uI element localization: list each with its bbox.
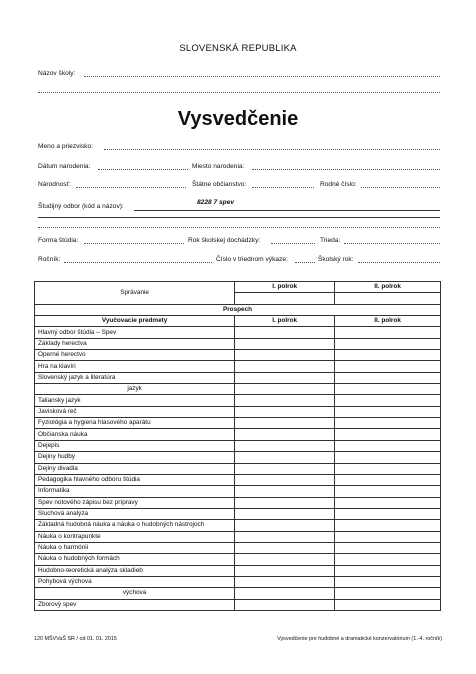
subjects-header: Vyučovacie predmety bbox=[35, 316, 235, 327]
grades-table bbox=[34, 281, 441, 611]
subject-sem1-grade[interactable] bbox=[235, 474, 335, 485]
subject-sem2-grade[interactable] bbox=[335, 384, 441, 395]
school-name-line[interactable] bbox=[84, 76, 440, 77]
subject-row bbox=[35, 531, 441, 542]
behavior-sem2-header: II. polrok bbox=[335, 282, 441, 293]
subject-row bbox=[35, 599, 441, 610]
subject-sem1-grade[interactable] bbox=[235, 440, 335, 451]
subject-row bbox=[35, 452, 441, 463]
subject-row bbox=[35, 474, 441, 485]
sem2-header: II. polrok bbox=[335, 316, 441, 327]
subject-sem2-grade[interactable] bbox=[335, 406, 441, 417]
subject-sem1-grade[interactable] bbox=[235, 429, 335, 440]
subject-name: Spev notového zápisu bez prípravy bbox=[35, 497, 235, 508]
subject-name: Hudobno-teoretická analýza skladieb bbox=[35, 565, 235, 576]
subject-name: Hlavný odbor štúdia – Spev bbox=[35, 327, 235, 338]
subject-row bbox=[35, 440, 441, 451]
school-name-line-2[interactable] bbox=[38, 92, 440, 93]
subject-sem1-grade[interactable] bbox=[235, 406, 335, 417]
subject-row bbox=[35, 588, 441, 599]
subject-sem1-grade[interactable] bbox=[235, 588, 335, 599]
school-year-line[interactable] bbox=[358, 262, 440, 263]
subject-sem1-grade[interactable] bbox=[235, 520, 335, 531]
subject-sem1-grade[interactable] bbox=[235, 372, 335, 383]
birth-number-label: Rodné číslo: bbox=[320, 181, 357, 188]
subject-sem2-grade[interactable] bbox=[335, 395, 441, 406]
subject-row bbox=[35, 327, 441, 338]
subject-row bbox=[35, 384, 441, 395]
subject-sem1-grade[interactable] bbox=[235, 576, 335, 587]
behavior-sem1-grade[interactable] bbox=[235, 293, 335, 304]
subject-row bbox=[35, 406, 441, 417]
attendance-year-line[interactable] bbox=[271, 243, 315, 244]
subject-row bbox=[35, 554, 441, 565]
subject-sem2-grade[interactable] bbox=[335, 565, 441, 576]
subject-sem2-grade[interactable] bbox=[335, 327, 441, 338]
subject-row bbox=[35, 486, 441, 497]
subject-sem2-grade[interactable] bbox=[335, 554, 441, 565]
subject-sem2-grade[interactable] bbox=[335, 497, 441, 508]
nationality-label: Národnosť: bbox=[38, 181, 71, 188]
subject-row bbox=[35, 338, 441, 349]
subject-row bbox=[35, 520, 441, 531]
footer-left: 120 MŠVVaŠ SR / od 01. 01. 2015 bbox=[34, 636, 117, 642]
subject-row bbox=[35, 565, 441, 576]
subject-name: Hra na klavíri bbox=[35, 361, 235, 372]
citizenship-line[interactable] bbox=[252, 187, 314, 188]
subject-sem2-grade[interactable] bbox=[335, 531, 441, 542]
name-line[interactable] bbox=[104, 149, 440, 150]
class-label: Trieda: bbox=[320, 237, 341, 244]
subject-name: jazyk bbox=[35, 384, 235, 395]
birth-date-label: Dátum narodenia: bbox=[38, 163, 91, 170]
subject-name: Informatika bbox=[35, 486, 235, 497]
behavior-row bbox=[35, 282, 441, 293]
grade-year-line[interactable] bbox=[64, 262, 212, 263]
subject-name: Zborový spev bbox=[35, 599, 235, 610]
register-number-line[interactable] bbox=[295, 262, 315, 263]
behavior-label: Správanie bbox=[35, 282, 235, 305]
study-field-line[interactable] bbox=[134, 210, 440, 211]
study-field-value: 8228 7 spev bbox=[197, 199, 235, 206]
subject-sem2-grade[interactable] bbox=[335, 372, 441, 383]
subject-row bbox=[35, 463, 441, 474]
subject-sem1-grade[interactable] bbox=[235, 395, 335, 406]
subject-sem1-grade[interactable] bbox=[235, 463, 335, 474]
subject-name: Základná hudobná náuka a náuka o hudobných nástrojoch bbox=[35, 520, 235, 531]
school-name-label: Názov školy: bbox=[38, 70, 76, 77]
subject-row bbox=[35, 497, 441, 508]
study-field-line-2[interactable] bbox=[38, 217, 440, 218]
birth-date-line[interactable] bbox=[98, 169, 188, 170]
birth-place-label: Miesto narodenia: bbox=[192, 163, 245, 170]
subject-sem2-grade[interactable] bbox=[335, 350, 441, 361]
subject-sem2-grade[interactable] bbox=[335, 474, 441, 485]
subject-name: Taliansky jazyk bbox=[35, 395, 235, 406]
name-label: Meno a priezvisko: bbox=[38, 143, 93, 150]
subject-row bbox=[35, 508, 441, 519]
subject-sem2-grade[interactable] bbox=[335, 338, 441, 349]
prospech-row bbox=[35, 304, 441, 315]
class-line[interactable] bbox=[344, 243, 440, 244]
subject-sem1-grade[interactable] bbox=[235, 599, 335, 610]
subject-row bbox=[35, 576, 441, 587]
subject-name: výchova bbox=[35, 588, 235, 599]
birth-number-line[interactable] bbox=[361, 187, 440, 188]
subject-sem2-grade[interactable] bbox=[335, 418, 441, 429]
subject-name: Fyziológia a hygiena hlasového aparátu bbox=[35, 418, 235, 429]
subject-sem1-grade[interactable] bbox=[235, 565, 335, 576]
subject-sem2-grade[interactable] bbox=[335, 599, 441, 610]
country-heading: SLOVENSKÁ REPUBLIKA bbox=[179, 43, 297, 54]
subject-name: Sluchová analýza bbox=[35, 508, 235, 519]
subject-name: Základy herectva bbox=[35, 338, 235, 349]
subject-sem1-grade[interactable] bbox=[235, 452, 335, 463]
subject-name: Javisková reč bbox=[35, 406, 235, 417]
prospech-header: Prospech bbox=[35, 304, 441, 315]
subject-sem2-grade[interactable] bbox=[335, 486, 441, 497]
subject-sem2-grade[interactable] bbox=[335, 520, 441, 531]
grade-year-label: Ročník: bbox=[38, 256, 61, 263]
subject-sem1-grade[interactable] bbox=[235, 486, 335, 497]
footer-right: Vysvedčenie pre hudobné a dramatické konzervatórium (1.-4. ročník) bbox=[277, 636, 442, 642]
register-number-label: Číslo v triednom výkaze: bbox=[216, 256, 288, 263]
subject-sem2-grade[interactable] bbox=[335, 463, 441, 474]
subject-name: Operné herectvo bbox=[35, 350, 235, 361]
subject-sem2-grade[interactable] bbox=[335, 452, 441, 463]
study-field-line-3[interactable] bbox=[38, 227, 440, 228]
subject-sem1-grade[interactable] bbox=[235, 418, 335, 429]
subject-sem2-grade[interactable] bbox=[335, 576, 441, 587]
subject-name: Náuka o harmónii bbox=[35, 542, 235, 553]
subject-name: Pohybová výchova bbox=[35, 576, 235, 587]
subject-sem2-grade[interactable] bbox=[335, 542, 441, 553]
subject-row bbox=[35, 395, 441, 406]
nationality-line[interactable] bbox=[76, 187, 186, 188]
subject-row bbox=[35, 361, 441, 372]
subject-name: Občianska náuka bbox=[35, 429, 235, 440]
behavior-sem2-grade[interactable] bbox=[335, 293, 441, 304]
subject-name: Náuka o kontrapunkte bbox=[35, 531, 235, 542]
subject-sem1-grade[interactable] bbox=[235, 361, 335, 372]
subject-sem1-grade[interactable] bbox=[235, 531, 335, 542]
subject-name: Dejiny hudby bbox=[35, 452, 235, 463]
school-year-label: Školský rok: bbox=[318, 256, 354, 263]
subject-sem1-grade[interactable] bbox=[235, 542, 335, 553]
study-form-label: Forma štúdia: bbox=[38, 237, 79, 244]
subject-name: Dejepis bbox=[35, 440, 235, 451]
subject-sem1-grade[interactable] bbox=[235, 338, 335, 349]
subject-name: Dejiny divadla bbox=[35, 463, 235, 474]
sem1-header: I. polrok bbox=[235, 316, 335, 327]
subject-name: Slovenský jazyk a literatúra bbox=[35, 372, 235, 383]
subject-row bbox=[35, 418, 441, 429]
subject-sem2-grade[interactable] bbox=[335, 429, 441, 440]
subject-row bbox=[35, 350, 441, 361]
behavior-sem1-header: I. polrok bbox=[235, 282, 335, 293]
subject-name: Pedagogika hlavného odboru štúdia bbox=[35, 474, 235, 485]
study-field-label: Študijný odbor (kód a názov): bbox=[38, 203, 124, 210]
attendance-year-label: Rok školskej dochádzky: bbox=[188, 237, 261, 244]
citizenship-label: Štátne občianstvo: bbox=[192, 181, 247, 188]
subject-sem1-grade[interactable] bbox=[235, 384, 335, 395]
subject-sem1-grade[interactable] bbox=[235, 554, 335, 565]
study-form-line[interactable] bbox=[84, 243, 184, 244]
document-title: Vysvedčenie bbox=[177, 108, 299, 130]
subject-sem1-grade[interactable] bbox=[235, 327, 335, 338]
subject-sem2-grade[interactable] bbox=[335, 508, 441, 519]
subject-name: Náuka o hudobných formách bbox=[35, 554, 235, 565]
subject-row bbox=[35, 372, 441, 383]
subject-sem2-grade[interactable] bbox=[335, 361, 441, 372]
subject-sem1-grade[interactable] bbox=[235, 497, 335, 508]
subject-sem2-grade[interactable] bbox=[335, 440, 441, 451]
subject-sem2-grade[interactable] bbox=[335, 588, 441, 599]
birth-place-line[interactable] bbox=[252, 169, 440, 170]
subjects-header-row bbox=[35, 316, 441, 327]
subject-sem1-grade[interactable] bbox=[235, 508, 335, 519]
subject-sem1-grade[interactable] bbox=[235, 350, 335, 361]
subject-row bbox=[35, 542, 441, 553]
subject-row bbox=[35, 429, 441, 440]
